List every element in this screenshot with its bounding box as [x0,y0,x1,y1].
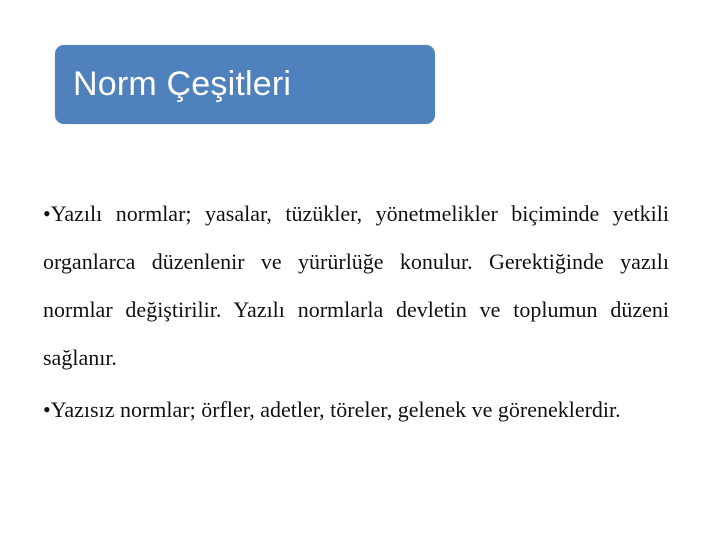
bullet-text: yasalar, tüzükler, yönetmelikler biçiminde yetkili organlarca düzenlenir ve yürürlüğe konulur. Gerektiğinde yazılı normlar değiştirilir. Yazılı normlarla devletin ve toplumun düzeni sağlanır. [43,201,669,370]
bullet-point-written-norms [43,190,669,382]
title-banner [55,45,435,124]
slide-title: Norm Çeşitleri [73,65,292,103]
bullet-point-unwritten-norms [43,386,669,434]
bullet-symbol: • [43,397,51,422]
bullet-symbol: • [43,201,51,226]
bullet-term: Yazısız normlar; [50,397,196,422]
bullet-text: örfler, adetler, töreler, gelenek ve göreneklerdir. [195,397,621,422]
bullet-term: Yazılı normlar; [50,201,192,226]
slide-body [43,190,669,434]
